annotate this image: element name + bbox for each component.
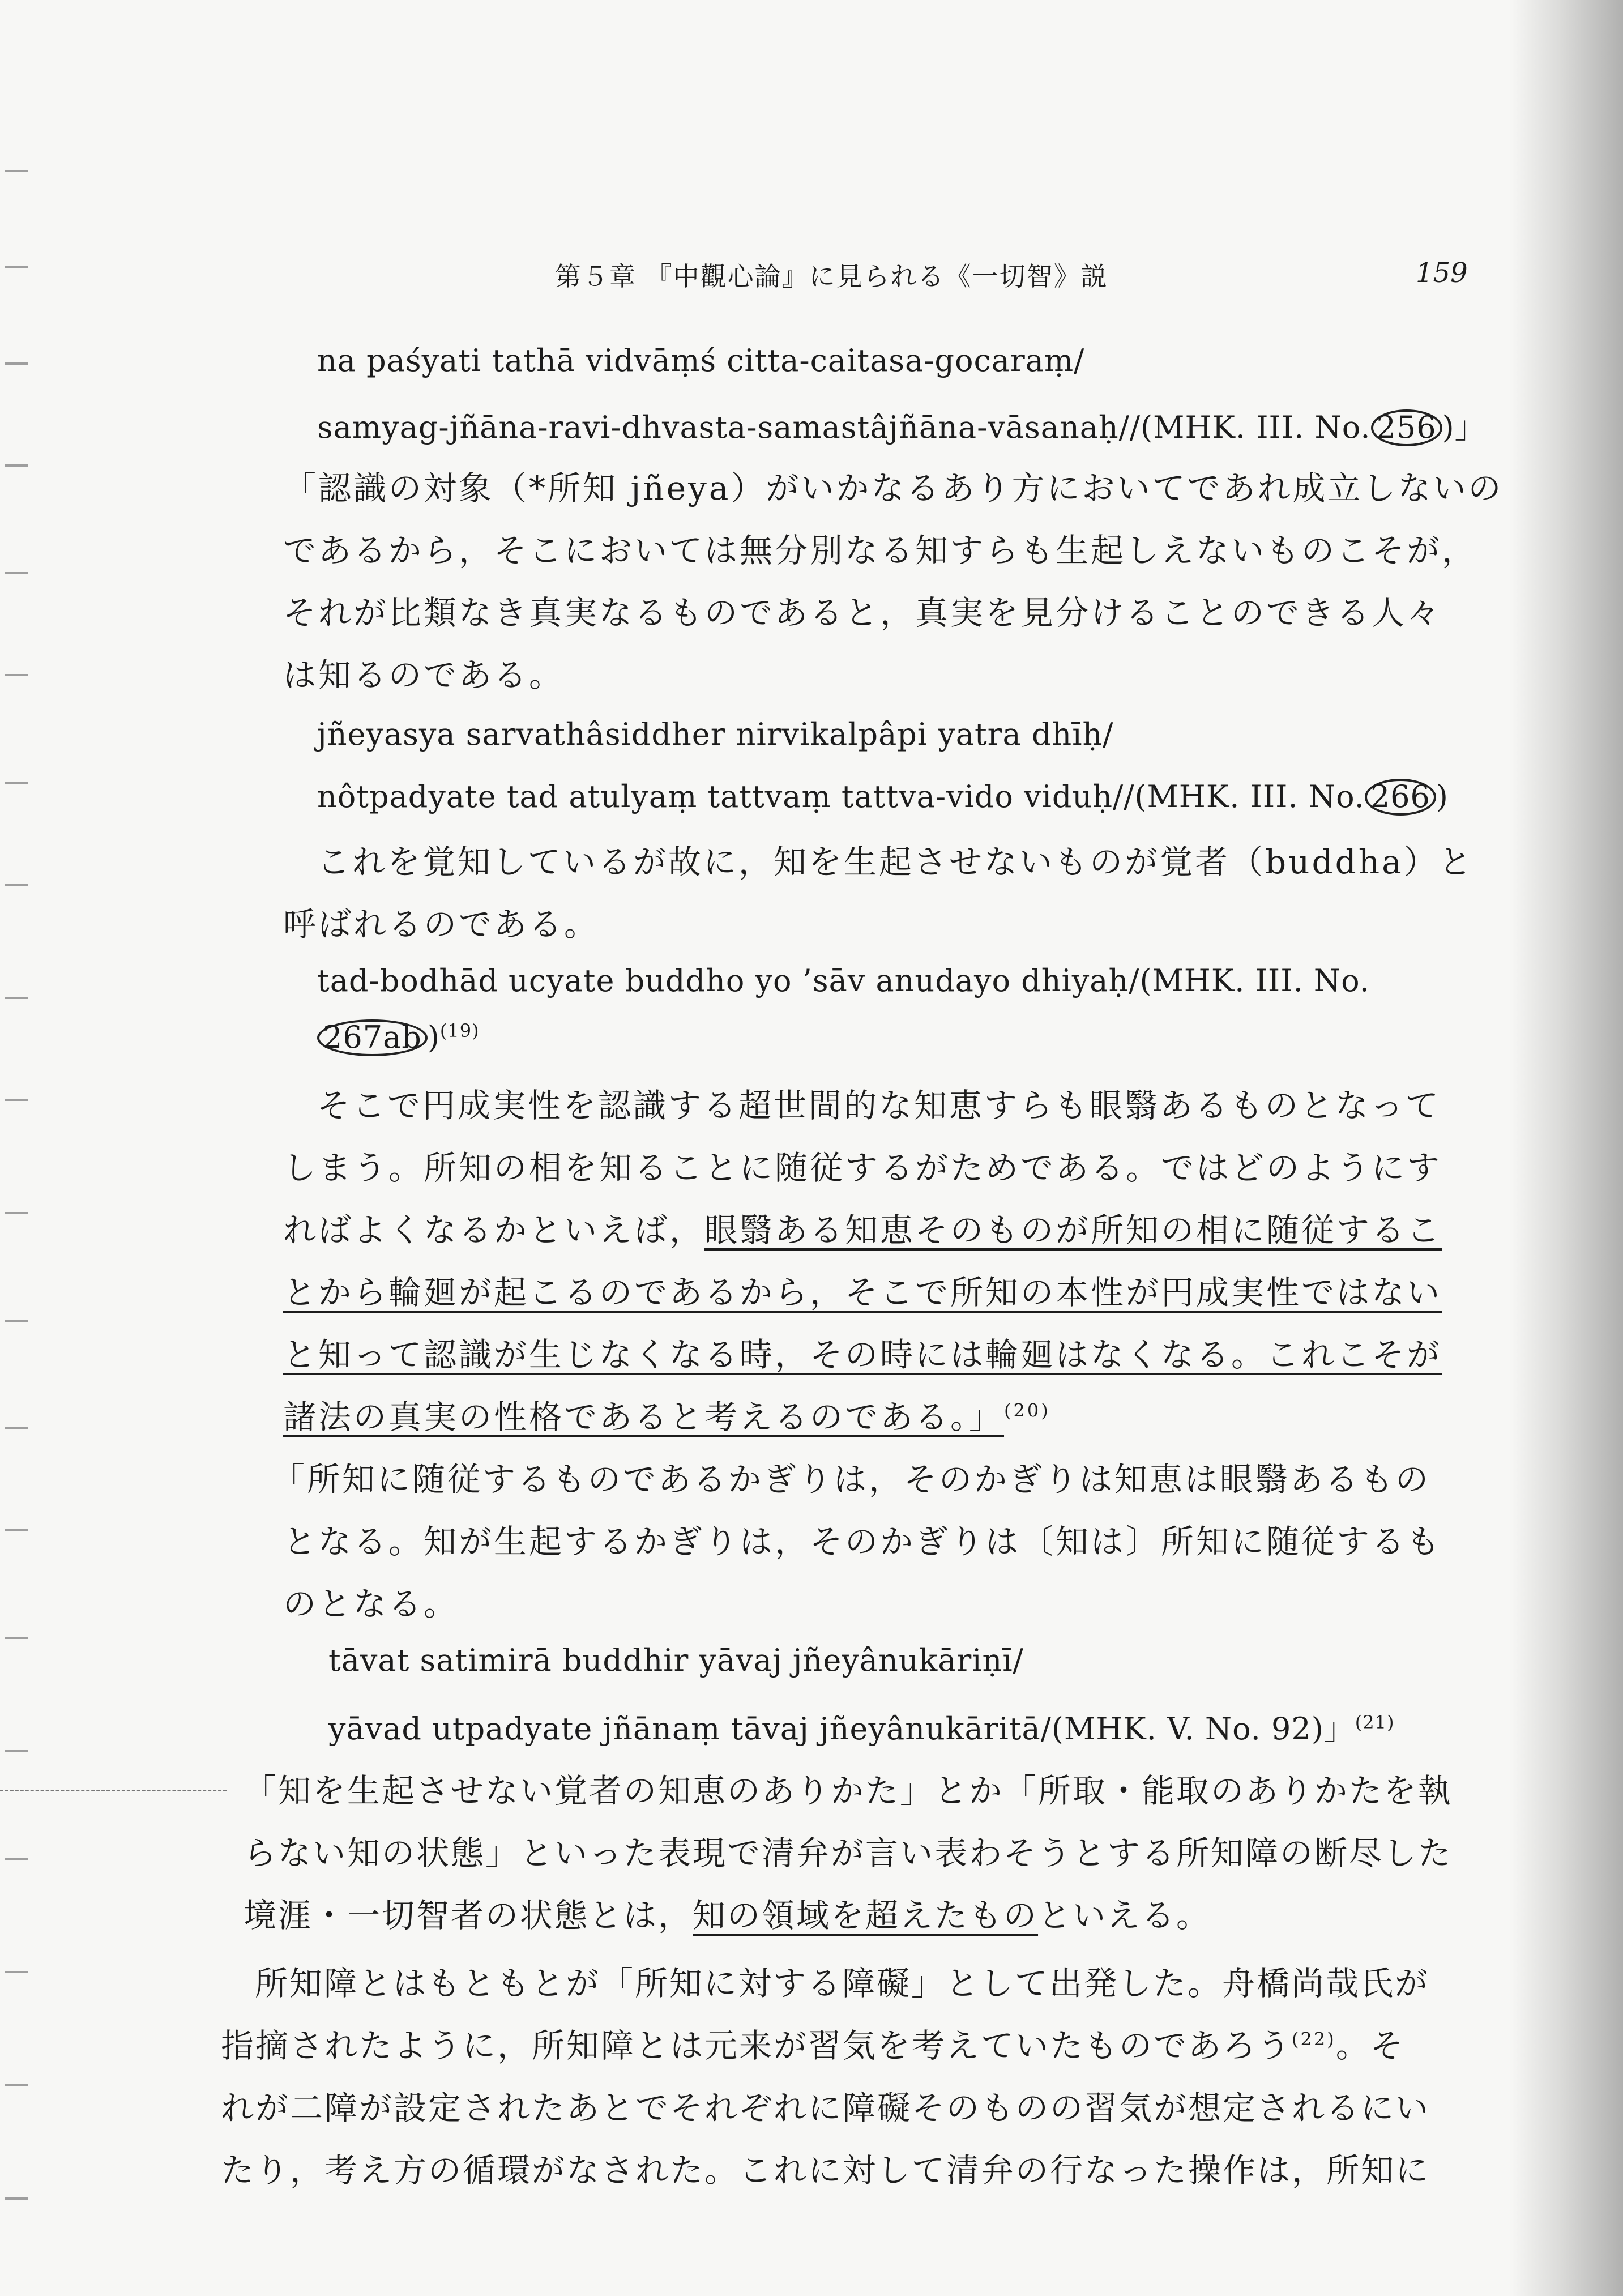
- text-line: れが二障が設定されたあとでそれぞれに障礙そのものの習気が想定されるにい: [221, 2089, 1430, 2127]
- text-line: 呼ばれるのである。: [283, 905, 600, 944]
- text-line: のとなる。: [283, 1585, 459, 1623]
- verse-line: samyag-jñāna-ravi-dhvasta-samastâjñāna-vāsanaḥ//(MHK. III. No. 256 )」: [317, 409, 1486, 445]
- text-line: は知るのである。: [283, 656, 565, 694]
- footnote-ref: (19): [439, 1020, 480, 1042]
- text-line: しまう。所知の相を知ることに随従するがためである。ではどのようにす: [283, 1149, 1442, 1187]
- underlined-passage: と知って認識が生じなくなる時，その時には輪廻はなくなる。これこそが: [283, 1335, 1442, 1374]
- circled-number: 266: [1365, 779, 1436, 816]
- text-line: 「知を生起させない覚者の知恵のありかた」とか「所取・能取のありかたを執: [244, 1772, 1453, 1810]
- text-line: たり，考え方の循環がなされた。これに対して清弁の行なった操作は，所知に: [221, 2151, 1430, 2190]
- text-line: [283, 1390, 1050, 1438]
- running-header: [0, 256, 1623, 296]
- page-number: 159: [1416, 257, 1468, 289]
- verse-line: nôtpadyate tad atulyaṃ tattvaṃ tattva-vido viduḥ//(MHK. III. No. 266 ): [317, 779, 1449, 814]
- text-line: これを覚知しているが故に，知を生起させないものが覚者（buddha）と: [317, 843, 1474, 881]
- text-line: 「認識の対象（*所知 jñeya）がいかなるあり方においてであれ成立しないの: [283, 469, 1504, 507]
- verse-line: 267ab )$^{(19)}$: [317, 1019, 480, 1056]
- text-line: ればよくなるかといえば，眼翳ある知恵そのものが所知の相に随従するこ: [283, 1211, 1442, 1249]
- pencil-mark: [0, 1790, 227, 1791]
- text-line: それが比類なき真実なるものであると，真実を見分けることのできる人々: [283, 594, 1442, 632]
- underlined-passage: 知の領域を超えたもの: [693, 1896, 1039, 1935]
- underlined-passage: とから輪廻が起こるのであるから，そこで所知の本性が円成実性ではない: [283, 1273, 1442, 1312]
- scan-margin-marks: [0, 0, 45, 2296]
- text-line: [283, 1328, 1442, 1376]
- text-line: となる。知が生起するかぎりは，そのかぎりは〔知は〕所知に随従するも: [283, 1522, 1442, 1561]
- verse-line: tāvat satimirā buddhir yāvaj jñeyânukāriṇī/: [328, 1642, 1024, 1678]
- scan-shadow: [1510, 0, 1623, 2296]
- underlined-passage: 眼翳ある知恵そのものが所知の相に随従するこ: [704, 1211, 1442, 1249]
- text-line: そこで円成実性を認識する超世間的な知恵すらも眼翳あるものとなって: [317, 1086, 1441, 1125]
- text-line: 境涯・一切智者の状態とは，知の領域を超えたものといえる。: [244, 1896, 1211, 1935]
- circled-number: 267ab: [317, 1019, 428, 1056]
- chapter-title: 第５章 『中觀心論』に見られる《一切智》説: [555, 261, 1108, 292]
- circled-number: 256: [1371, 409, 1442, 446]
- text-line: 指摘されたように，所知障とは元来が習気を考えていたものであろう$^{(22)}$。そ: [221, 2026, 1405, 2065]
- underlined-passage: 諸法の真実の性格であると考えるのである。」: [283, 1398, 1005, 1436]
- text-line: 所知障とはもともとが「所知に対する障礙」として出発した。舟橋尚哉氏が: [255, 1964, 1430, 2003]
- text-line: であるから，そこにおいては無分別なる知すらも生起しえないものこそが，: [283, 531, 1477, 570]
- text-line: 「所知に随従するものであるかぎりは，そのかぎりは知恵は眼翳あるもの: [272, 1460, 1431, 1499]
- text-line: [283, 1266, 1442, 1313]
- text-line: らない知の状態」といった表現で清弁が言い表わそうとする所知障の断尽した: [244, 1834, 1453, 1872]
- footnote-ref: (22): [1292, 2028, 1336, 2050]
- footnote-ref: (20): [1004, 1399, 1050, 1422]
- footnote-ref: (21): [1355, 1712, 1395, 1733]
- verse-line: na paśyati tathā vidvāṃś citta-caitasa-gocaraṃ/: [317, 343, 1085, 378]
- verse-line: jñeyasya sarvathâsiddher nirvikalpâpi yatra dhīḥ/: [317, 716, 1114, 752]
- verse-line: tad-bodhād ucyate buddho yo ’sāv anudayo dhiyaḥ/(MHK. III. No.: [317, 963, 1370, 998]
- verse-line: yāvad utpadyate jñānaṃ tāvaj jñeyânukāritā/(MHK. V. No. 92)」$^{(21)}$: [328, 1711, 1395, 1747]
